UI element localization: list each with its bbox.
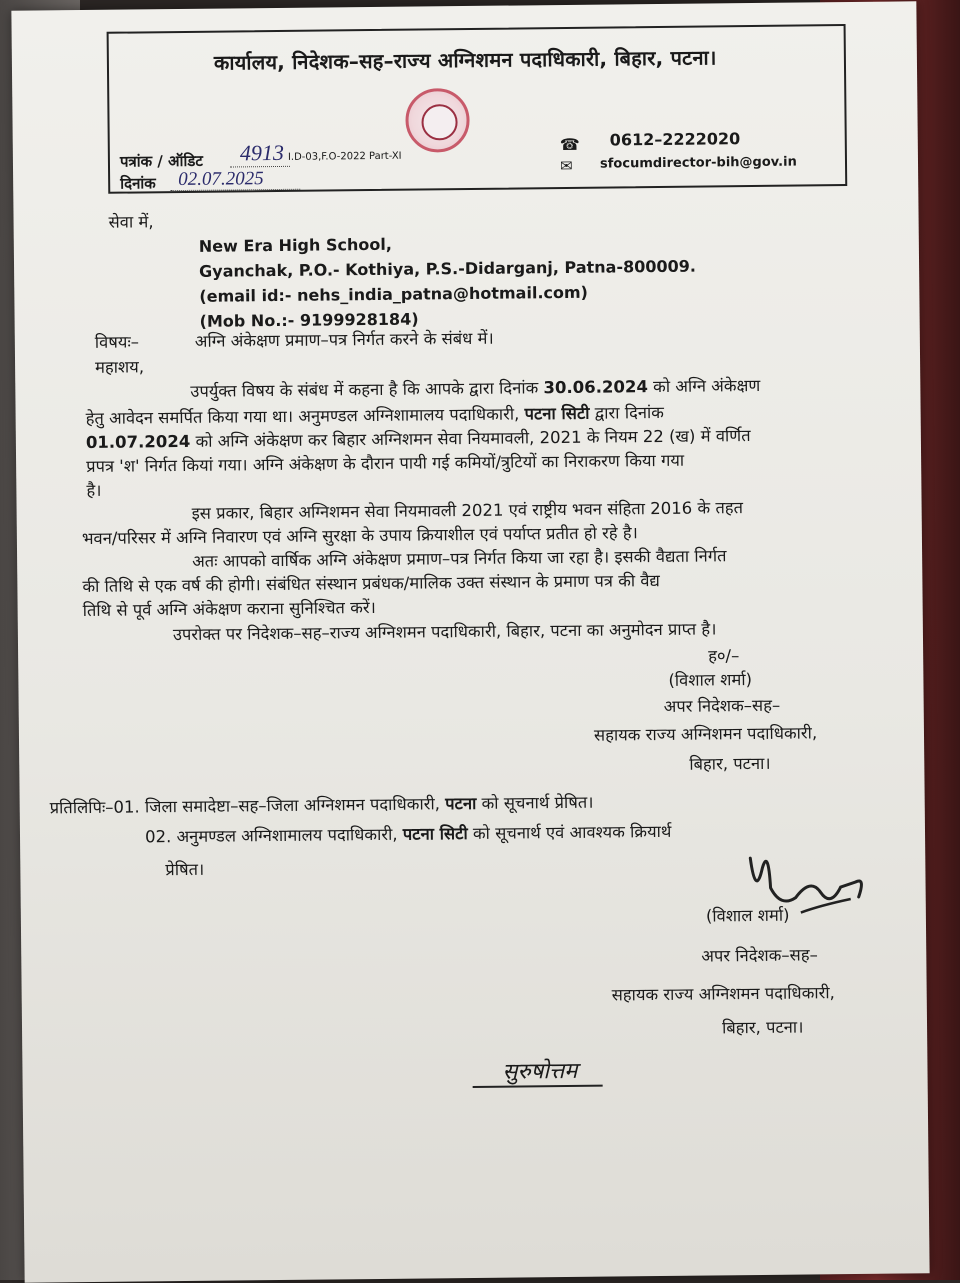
date-dotline	[170, 189, 300, 191]
signatory2-place: बिहार, पटना।	[721, 1017, 804, 1038]
signatory2-name: (विशाल शर्मा)	[705, 905, 790, 926]
signatory1-place: बिहार, पटना।	[689, 753, 771, 774]
subject-text: अग्नि अंकेक्षण प्रमाण–पत्र निर्गत करने के संबंध में।	[194, 328, 494, 351]
signatory2-designation1: अपर निदेशक–सह–	[701, 945, 818, 966]
date-value: 02.07.2025	[178, 168, 264, 191]
signatory1-designation1: अपर निदेशक–सह–	[663, 695, 781, 716]
para3-line2: की तिथि से एक वर्ष की होगी। संबंधित संस्थान प्रबंधक/मालिक उक्त संस्थान के प्रमाण पत्र की वैद्य	[82, 571, 660, 597]
para4-line1: उपरोक्त पर निदेशक–सह–राज्य अग्निशमन पदाधिकारी, बिहार, पटना का अनुमोदन प्राप्त है।	[172, 619, 717, 645]
fire-service-seal-icon	[405, 88, 470, 153]
para2-line2: भवन/परिसर में अग्नि निवारण एवं अग्नि सुरक्षा के उपाय क्रियाशील एवं पर्याप्त प्रतीत हो रहे है।	[81, 523, 638, 549]
signatory2-designation2: सहायक राज्य अग्निशमन पदाधिकारी,	[611, 983, 835, 1005]
phone-icon: ☎	[559, 134, 580, 155]
copy2-prefix: 02. अनुमण्डल अग्निशामालय पदाधिकारी,	[144, 824, 403, 847]
signed-mark: ह०/–	[708, 646, 740, 666]
p1-seg: को अग्नि अंकेक्षण	[647, 375, 761, 397]
recipient-name: New Era High School,	[198, 234, 392, 256]
p1-seg: उपर्युक्त विषय के संबंध में कहना है कि आपके द्वारा दिनांक	[190, 378, 544, 401]
recipient-mobile: (Mob No.:- 9199928184)	[199, 309, 419, 331]
ref-label: पत्रांक / ऑडिट	[119, 151, 203, 171]
office-title: कार्यालय, निदेशक–सह–राज्य अग्निशमन पदाधिकारी, बिहार, पटना।	[213, 45, 717, 75]
copy-line2	[145, 819, 672, 848]
ref-number: 4913	[239, 139, 284, 166]
date-label: दिनांक	[120, 174, 156, 193]
copy2-suffix: को सूचनार्थ एवं आवश्यक क्रियार्थ	[467, 821, 672, 844]
copy-line1	[50, 790, 594, 819]
copy1-suffix: को सूचनार्थ प्रेषित।	[476, 792, 594, 813]
recipient-email: (email id:- nehs_india_patna@hotmail.com)	[199, 282, 589, 306]
copy1-bold: पटना	[445, 793, 477, 814]
salutation-to: सेवा में,	[108, 212, 154, 232]
p1-date-bold: 30.06.2024	[543, 377, 648, 398]
letter-page	[11, 1, 929, 1282]
signatory1-designation2: सहायक राज्य अग्निशमन पदाधिकारी,	[593, 723, 818, 745]
p1l2-seg: द्वारा दिनांक	[589, 402, 665, 423]
mail-icon: ✉	[559, 156, 573, 176]
recipient-address: Gyanchak, P.O.- Kothiya, P.S.-Didarganj, Patna-800009.	[199, 256, 697, 281]
para3-line3: तिथि से पूर्व अग्नि अंकेक्षण कराना सुनिश्चित करें।	[82, 597, 376, 621]
p1l2-seg: हेतु आवेदन समर्पित किया गया था। अनुमण्डल अग्निशामालय पदाधिकारी,	[85, 404, 525, 429]
handwritten-underline	[473, 1085, 603, 1088]
phone-number: 0612–2222020	[609, 129, 741, 150]
p1l3-seg: को अग्नि अंकेक्षण कर बिहार अग्निशमन सेवा नियमावली, 2021 के नियम 22 (ख) में वर्णित	[190, 426, 751, 451]
copy1-prefix: प्रतिलिपिः–01. जिला समादेष्टा–सह–जिला अग्निशमन पदाधिकारी,	[49, 794, 446, 818]
para3-line1: अतः आपको वार्षिक अग्नि अंकेक्षण प्रमाण–पत्र निर्गत किया जा रहा है। इसकी वैद्यता निर्गत	[192, 546, 727, 571]
subject-label: विषयः–	[94, 332, 140, 352]
handwritten-note: सुरुषोत्तम	[502, 1058, 578, 1085]
para2-line1: इस प्रकार, बिहार अग्निशमन सेवा नियमावली 2021 एवं राष्ट्रीय भवन संहिता 2016 के तहत	[191, 498, 744, 523]
greeting: महाशय,	[95, 357, 145, 377]
copy2-bold: पटना सिटी	[402, 824, 468, 844]
para1-line1	[190, 373, 760, 402]
office-email: sfocumdirector-bih@gov.in	[599, 154, 797, 172]
letterhead-box	[107, 24, 848, 194]
p1l3-bold: 01.07.2024	[85, 431, 191, 453]
signatory1-name: (विशाल शर्मा)	[668, 670, 753, 690]
p1l2-bold: पटना सिटी	[524, 403, 590, 424]
para1-line4: प्रपत्र 'श' निर्गत कियां गया। अग्नि अंकेक्षण के दौरान पायी गई कमियों/त्रुटियों का निराकरण किया गया	[86, 450, 685, 477]
para1-line5: है।	[86, 480, 102, 501]
ref-suffix: I.D-03,F.O-2022 Part-XI	[287, 150, 402, 163]
copy-line3: प्रेषित।	[165, 859, 205, 880]
